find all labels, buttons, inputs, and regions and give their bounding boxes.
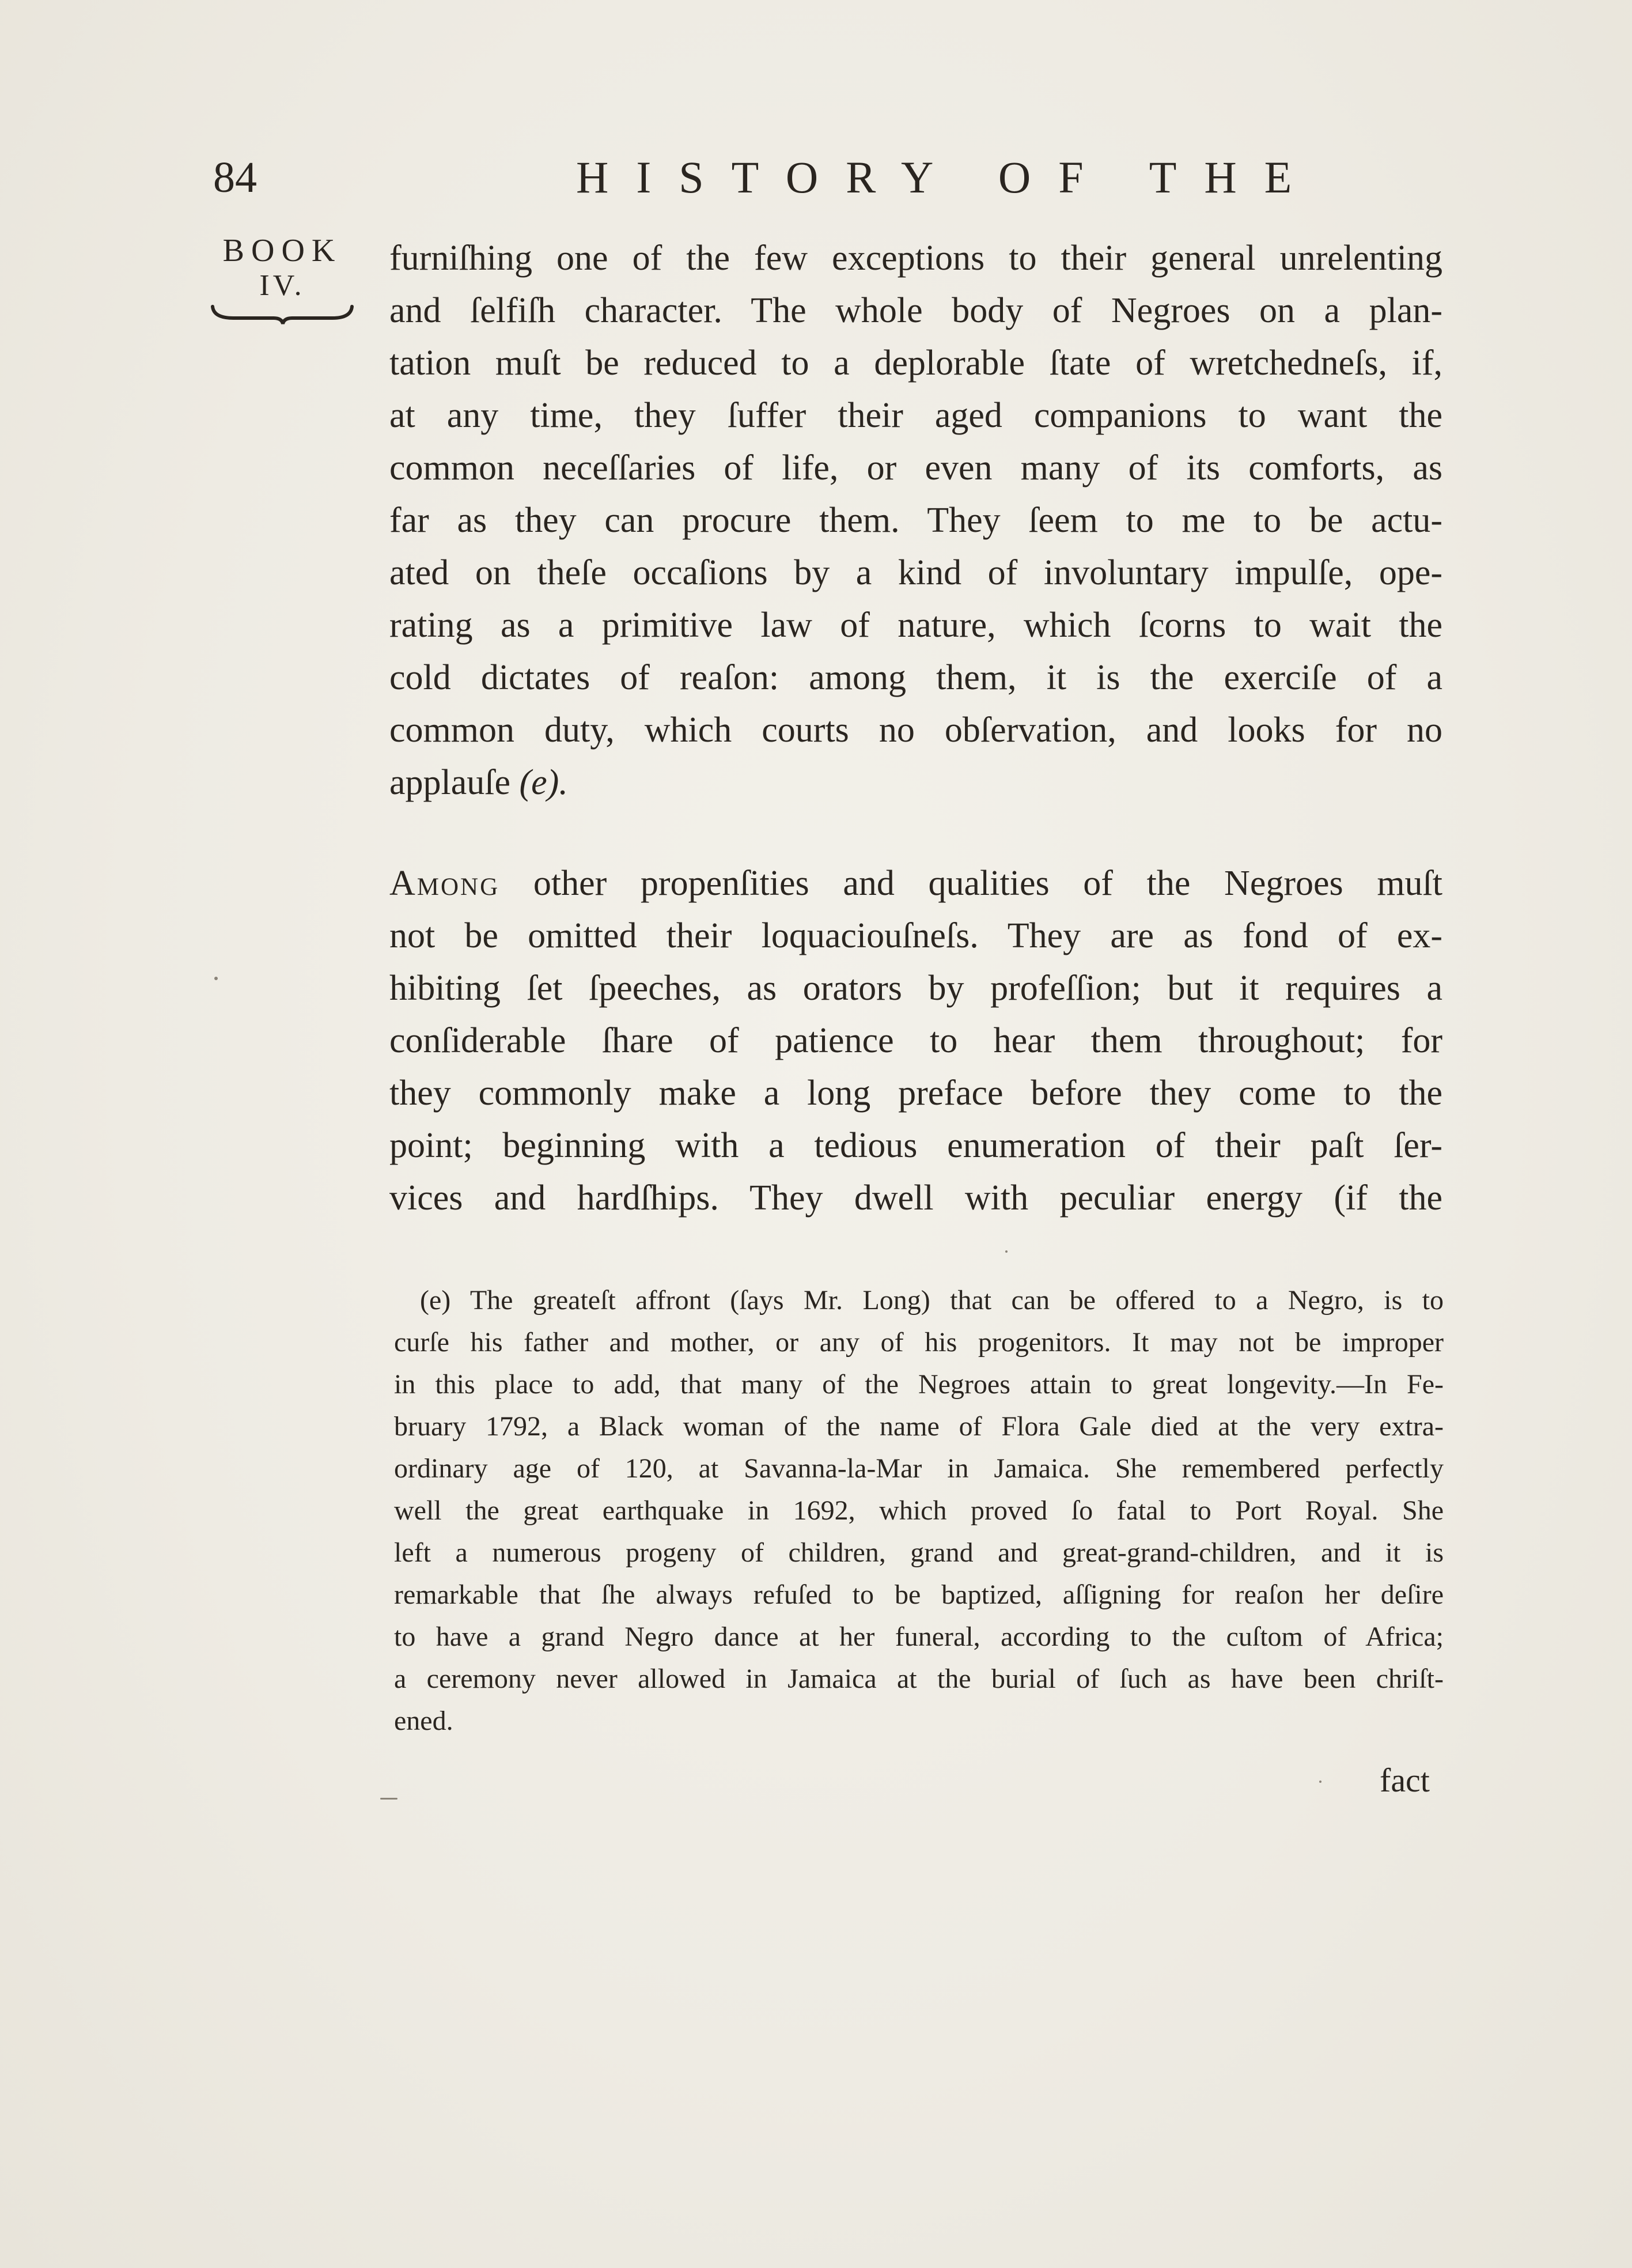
paper-speck [214, 977, 218, 980]
paragraph-2-line: point; beginning with a tedious enumeration of their paſt ſer- [389, 1126, 1442, 1165]
paragraph-1-line: and ſelfiſh character. The whole body of Negroes on a plan- [389, 291, 1442, 330]
page-header [0, 149, 1632, 206]
paragraph-1-line: tation muſt be reduced to a deplorable ſtate of wretchedneſs, if, [389, 343, 1442, 383]
footnote-line: in this place to add, that many of the Negroes attain to great longevity.—In Fe- [394, 1369, 1444, 1400]
paragraph-2-line: hibiting ſet ſpeeches, as orators by profeſſion; but it requires a [389, 969, 1442, 1008]
paragraph-2-line: not be omitted their loquaciouſneſs. They are as fond of ex- [389, 916, 1442, 955]
paper-speck [380, 1798, 397, 1800]
paragraph-1-line: furniſhing one of the few exceptions to their general unrelenting [389, 239, 1442, 278]
paragraph-2-line: conſiderable ſhare of patience to hear them throughout; for [389, 1021, 1442, 1060]
footnote-line: curſe his father and mother, or any of his progenitors. It may not be improper [394, 1327, 1444, 1358]
paragraph-1-last-line [389, 757, 1442, 809]
paragraph-1-line: rating as a primitive law of nature, which ſcorns to wait the [389, 606, 1442, 645]
margin-note [205, 230, 360, 326]
catchword: fact [1380, 1762, 1430, 1799]
paragraph-1-last-text: applauſe [389, 763, 511, 802]
paragraph-1-line: at any time, they ſuffer their aged companions to want the [389, 396, 1442, 435]
footnote-line: remarkable that ſhe always refuſed to be baptized, aſſigning for reaſon her deſire [394, 1579, 1444, 1610]
footnote-line: ened. [394, 1706, 453, 1736]
paragraph-1-line: ated on theſe occaſions by a kind of involuntary impulſe, ope- [389, 553, 1442, 592]
page-number: 84 [213, 153, 257, 202]
paragraph-2-line: vices and hardſhips. They dwell with peculiar energy (if the [389, 1178, 1442, 1218]
footnote-line: well the great earthquake in 1692, which proved ſo fatal to Port Royal. She [394, 1495, 1444, 1526]
paragraph-1-line: common duty, which courts no obſervation, and looks for no [389, 710, 1442, 750]
paragraph-1-line: cold dictates of reaſon: among them, it is the exerciſe of a [389, 658, 1442, 697]
paragraph-2-first-word: Among [389, 864, 500, 903]
paper-speck [1005, 1250, 1008, 1253]
footnote-line: ordinary age of 120, at Savanna-la-Mar in Jamaica. She remembered perfectly [394, 1453, 1444, 1484]
brace-ornament-icon [210, 303, 354, 326]
paper-speck [1319, 1781, 1321, 1783]
margin-note-volume: IV. [259, 269, 305, 302]
paragraph-2-first-line-rest: other propenſities and qualities of the Negroes muſt [499, 864, 1442, 903]
paragraph-1-line: common neceſſaries of life, or even many of its comforts, as [389, 448, 1442, 487]
paragraph-2-first-line [389, 857, 1442, 910]
footnote-line: (e) The greateſt affront (ſays Mr. Long) that can be offered to a Negro, is to [420, 1285, 1444, 1316]
paragraph-2-line: they commonly make a long preface before they come to the [389, 1073, 1442, 1113]
paragraph-2 [389, 857, 1442, 1224]
footnote [394, 1279, 1444, 1742]
footnote-line: a ceremony never allowed in Jamaica at the burial of ſuch as have been chriſt- [394, 1664, 1444, 1694]
margin-note-book: BOOK [222, 233, 342, 269]
footnote-line: left a numerous progeny of children, grand and great-grand-children, and it is [394, 1537, 1444, 1568]
paragraph-1-line: far as they can procure them. They ſeem to me to be actu- [389, 501, 1442, 540]
footnote-reference[interactable]: (e). [510, 763, 568, 802]
running-head: HISTORY OF THE [576, 152, 1320, 202]
footnote-line: to have a grand Negro dance at her funeral, according to the cuſtom of Africa; [394, 1621, 1444, 1652]
footnote-line: bruary 1792, a Black woman of the name of Flora Gale died at the very extra- [394, 1411, 1444, 1442]
paragraph-1 [389, 232, 1442, 809]
